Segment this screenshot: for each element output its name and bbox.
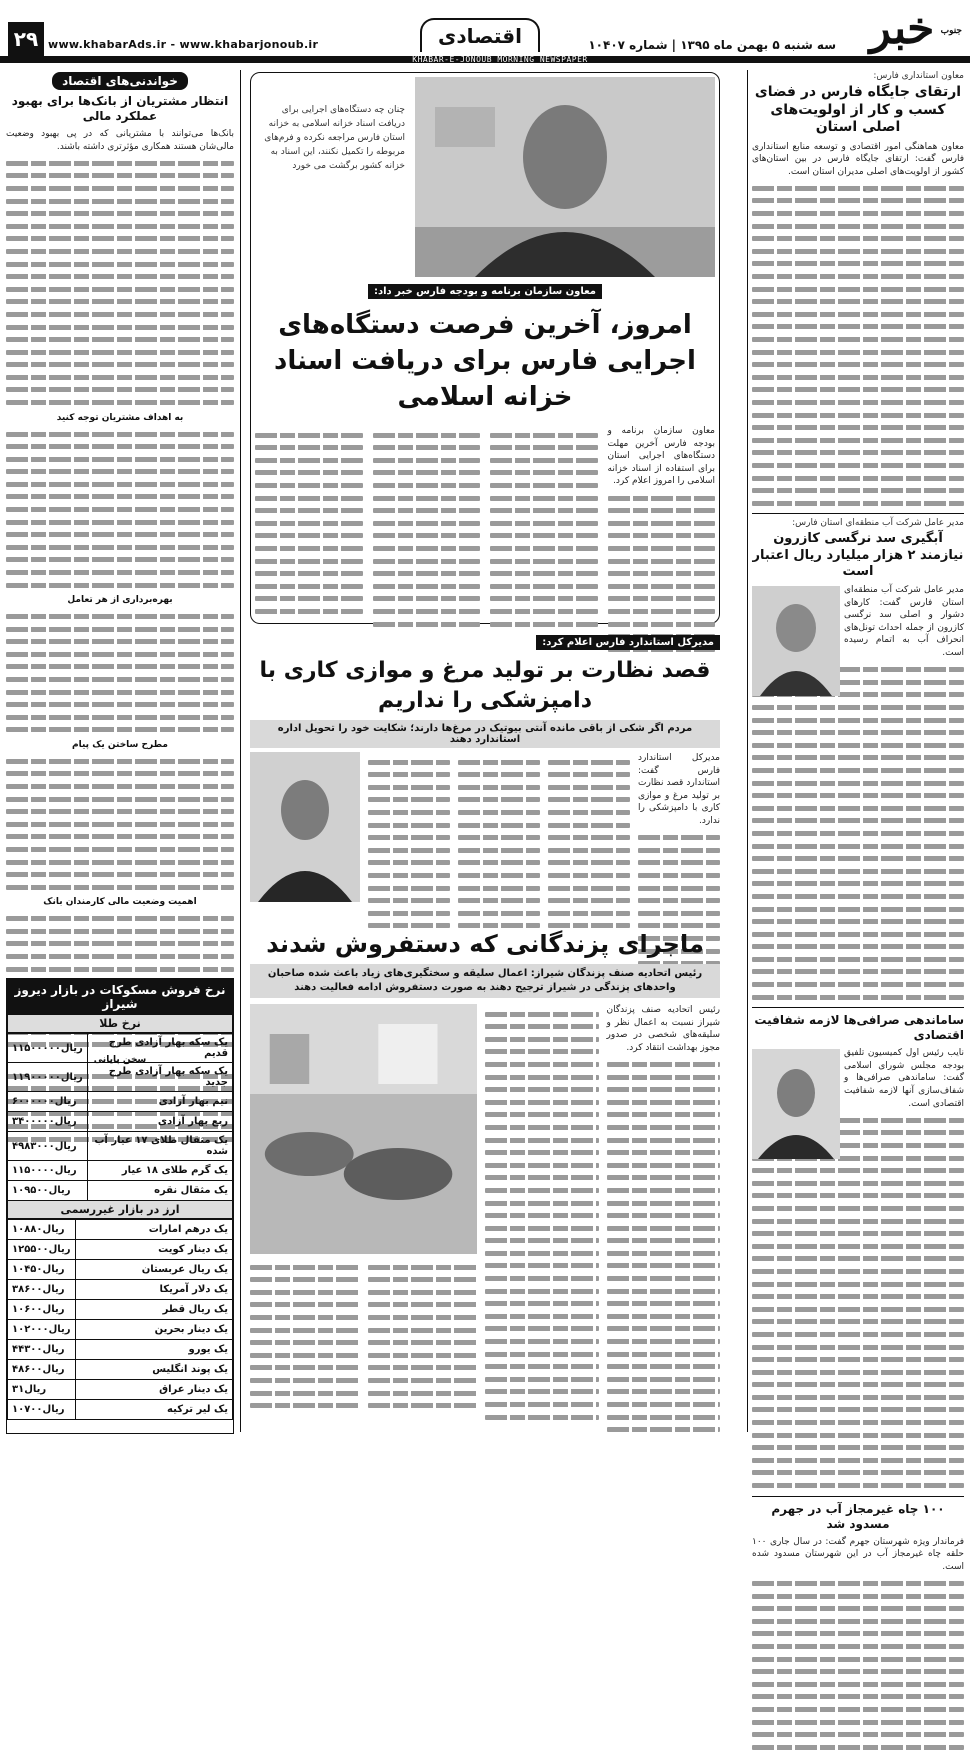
right-column xyxy=(752,70,964,1572)
price-item-name: یک مثقال نقره xyxy=(87,1181,232,1201)
table-row xyxy=(8,1220,233,1240)
price-item-name: یک دینار بحرین xyxy=(75,1320,232,1340)
story-body-text xyxy=(368,1257,478,1416)
photo-caption-text: چنان چه دستگاه‌های اجرایی برای دریافت اسناد خزانه اسلامی به خزانه استان فارس مراجعه نکرده و فرم‌های مربوطه را تکمیل نکنند، این اسناد به خزانه کشور برگشت می‌ خورد xyxy=(264,105,405,171)
story-headline: ساماندهی صرافی‌ها لازمه شفافیت اقتصادی xyxy=(754,1013,964,1043)
story-investment xyxy=(752,70,964,506)
standard-story xyxy=(250,630,720,922)
gold-section-title: نرخ طلا xyxy=(7,1015,233,1033)
text-column xyxy=(373,425,481,657)
table-row xyxy=(8,1400,233,1420)
price-item-name: یک گرم طلای ۱۸ عیار xyxy=(87,1161,232,1181)
section-title: اقتصادی xyxy=(420,18,540,52)
price-item-value: ۱۰۹۵۰۰ریال xyxy=(8,1181,88,1201)
story-body-text xyxy=(548,760,630,929)
story-body-text xyxy=(368,760,450,929)
frying-subhead: رئیس اتحادیه صنف پزندگان شیراز: اعمال سلیقه و سختگیری‌های زیاد باعث شده صاحبان واحدهای پزندگی در شیراز ترجیح دهند به صورت دستفروش ادامه فعالیت دهند xyxy=(250,964,720,998)
mp-portrait-icon xyxy=(752,1049,840,1159)
story-headline: ۱۰۰ چاه غیرمجاز آب در جهرم مسدود شد xyxy=(771,1501,945,1531)
deputy-portrait-icon xyxy=(415,77,715,277)
story-body-text xyxy=(752,1581,964,1750)
treasury-photo-area xyxy=(255,77,715,277)
table-row xyxy=(8,1240,233,1260)
table-row xyxy=(8,1360,233,1380)
website-url[interactable]: www.khabarAds.ir - www.khabarjonoub.ir xyxy=(48,38,319,51)
gold-price-table xyxy=(7,1033,233,1201)
fx-price-table xyxy=(7,1219,233,1420)
standard-headline: قصد نظارت بر تولید مرغ و موازی کاری با دامپزشکی را نداریم xyxy=(259,658,711,713)
price-item-value: ۳۱ریال xyxy=(8,1380,76,1400)
story-wells xyxy=(752,1496,964,1750)
price-item-name: یک پوند انگلیس xyxy=(75,1360,232,1380)
masthead xyxy=(0,0,970,62)
bank-subhead: سخن پایانی xyxy=(93,1054,147,1065)
price-item-value: ۱۰۸۸۰ریال xyxy=(8,1220,76,1240)
price-item-value: ۱۰۴۵۰ریال xyxy=(8,1260,76,1280)
text-column xyxy=(607,1004,721,1444)
frying-body xyxy=(250,1004,720,1444)
price-item-value: ۱۰۶۰۰ریال xyxy=(8,1300,76,1320)
price-item-value: ۴۹۸۳۰۰۰ریال xyxy=(8,1132,88,1161)
english-name: KHABAR-E-JONOUB MORNING NEWSPAPER xyxy=(412,55,588,64)
text-column xyxy=(490,425,598,657)
price-item-value: ۶۰۰۰۰۰۰ریال xyxy=(8,1092,88,1112)
kitchen-scene-icon xyxy=(250,1004,477,1254)
text-column xyxy=(255,425,363,657)
story-body-text xyxy=(607,1062,721,1432)
table-row xyxy=(8,1132,233,1161)
story-lead: رئیس اتحادیه صنف پزندگان شیراز نسبت به اعمال نظر و سلیقه‌های شخصی در صدور مجوز بهداشت انتقاد کرد. xyxy=(606,1005,720,1053)
story-lead: مدیر عامل شرکت آب منطقه‌ای استان فارس گفت: کارهای دشوار و اصلی سد نرگسی کازرون از جمله احداث تونل‌های انحراف آب به اتمام رسیده است. xyxy=(844,585,964,659)
story-headline: آبگیری سد نرگسی کازرون نیازمند ۲ هزار میلیارد ریال اعتبار است xyxy=(752,531,964,579)
story-body-text xyxy=(485,1012,599,1420)
frying-headline: ماجرای پزندگانی که دستفروش شدند xyxy=(266,930,704,958)
table-row xyxy=(8,1260,233,1280)
price-item-value: ۱۱۵۰۰۰۰ریال xyxy=(8,1161,88,1181)
price-item-name: نیم بهار آزادی xyxy=(87,1092,232,1112)
fx-section-title: ارز در بازار غیررسمی xyxy=(7,1201,233,1219)
table-row xyxy=(8,1181,233,1201)
story-body-text xyxy=(458,760,540,929)
story-kicker: معاون سازمان برنامه و بودجه فارس خبر داد: xyxy=(368,284,602,299)
story-kicker: مدیرکل استاندارد فارس اعلام کرد: xyxy=(536,635,720,650)
text-column xyxy=(485,1004,599,1444)
frying-story xyxy=(250,928,720,1434)
director-portrait-icon xyxy=(250,752,360,902)
bank-subhead: بهره‌برداری از هر تعامل xyxy=(67,595,173,606)
official-portrait-icon xyxy=(752,586,840,696)
price-item-name: یک مثقال طلای ۱۷ عیار آب شده xyxy=(87,1132,232,1161)
story-body-text xyxy=(250,1257,360,1416)
price-item-value: ۳۴۰۰۰۰۰ریال xyxy=(8,1112,88,1132)
price-item-name: یک دلار آمریکا xyxy=(75,1280,232,1300)
story-kicker: معاون استانداری فارس: xyxy=(873,71,964,81)
table-row xyxy=(8,1300,233,1320)
bank-headline: انتظار مشتریان از بانک‌ها برای بهبود عملکرد مالی xyxy=(11,94,229,123)
price-table-box xyxy=(6,978,234,1434)
story-headline: ارتقای جایگاه فارس در فضای کسب و کار از اولویت‌های اصلی استان xyxy=(754,84,962,135)
story-body-text xyxy=(255,433,363,614)
price-item-value: ۴۸۶۰۰ریال xyxy=(8,1360,76,1380)
bank-subhead: مطرح ساختن یک پیام xyxy=(72,740,168,750)
table-row xyxy=(8,1092,233,1112)
dateline: سه شنبه ۵ بهمن ماه ۱۳۹۵ | شماره ۱۰۴۰۷ xyxy=(588,38,836,52)
story-body-text xyxy=(6,759,234,890)
story-body-text xyxy=(752,186,964,506)
logo-subtitle: جنوب xyxy=(940,26,962,36)
price-item-name: یک سکه بهار آزادی طرح قدیم xyxy=(87,1034,232,1063)
story-body-text xyxy=(608,496,716,652)
standard-subhead: مردم اگر شکی از باقی مانده آنتی بیوتیک در مرغ‌ها دارند؛ شکایت خود را تحویل اداره استاندارد دهند xyxy=(250,720,720,748)
story-lead: فرماندار ویژه شهرستان جهرم گفت: در سال جاری ۱۰۰ حلقه چاه غیرمجاز آب در این شهرستان مسدود شده است. xyxy=(752,1536,964,1572)
table-row xyxy=(8,1280,233,1300)
standard-kicker-row xyxy=(250,630,720,650)
treasury-body xyxy=(255,425,715,657)
price-item-name: یک ریال عربستان xyxy=(75,1260,232,1280)
kitchen-photo xyxy=(250,1004,477,1254)
price-item-value: ۳۸۶۰۰ریال xyxy=(8,1280,76,1300)
story-body-text xyxy=(490,433,598,627)
director-photo xyxy=(250,752,360,902)
story-body-text xyxy=(752,1118,964,1488)
newspaper-logo xyxy=(842,4,962,56)
price-item-name: یک دینار عراق xyxy=(75,1380,232,1400)
price-item-value: ۱۱۹۰۰۰۰۰ریال xyxy=(8,1063,88,1092)
story-body-text xyxy=(6,614,234,732)
story-exchange xyxy=(752,1007,964,1488)
story-body-text xyxy=(6,432,234,588)
bank-subhead: اهمیت وضعیت مالی کارمندان بانک xyxy=(43,897,197,908)
story-body-text xyxy=(373,433,481,627)
table-row xyxy=(8,1034,233,1063)
table-row xyxy=(8,1112,233,1132)
story-body-text xyxy=(6,161,234,405)
story-lead: مدیرکل استاندارد فارس گفت: استاندارد قصد نظارت بر تولید مرغ و موازی کاری با دامپزشکی را ندارد. xyxy=(638,753,720,826)
logo-text: خبر xyxy=(869,3,935,54)
price-item-value: ۱۰۲۰۰۰ریال xyxy=(8,1320,76,1340)
column-rule xyxy=(747,70,748,1432)
price-item-name: یک ریال قطر xyxy=(75,1300,232,1320)
column-rule xyxy=(240,70,241,1432)
price-item-value: ۱۱۵۰۰۰۰۰ریال xyxy=(8,1034,88,1063)
treasury-headline: امروز، آخرین فرصت دستگاه‌های اجرایی فارس برای دریافت اسناد خزانه اسلامی xyxy=(274,310,696,412)
story-kicker: مدیر عامل شرکت آب منطقه‌ای استان فارس: xyxy=(792,518,964,529)
price-item-name: یک درهم امارات xyxy=(75,1220,232,1240)
price-item-name: یک دینار کویت xyxy=(75,1240,232,1260)
reading-box-title-row xyxy=(6,70,234,90)
treasury-kicker-row xyxy=(255,279,715,299)
table-row xyxy=(8,1380,233,1400)
treasury-story xyxy=(250,72,720,624)
price-item-value: ۴۴۳۰۰ریال xyxy=(8,1340,76,1360)
price-item-value: ۱۲۵۵۰۰ریال xyxy=(8,1240,76,1260)
table-row xyxy=(8,1320,233,1340)
photo-text-column xyxy=(250,1004,477,1444)
reading-box-title: خواندنی‌های اقتصاد xyxy=(52,72,188,90)
mp-photo xyxy=(752,1049,840,1159)
table-row xyxy=(8,1063,233,1092)
official-photo xyxy=(752,586,840,696)
story-lead: معاون هماهنگی امور اقتصادی و توسعه منابع استانداری فارس گفت: ارتقای جایگاه فارس در بین استان‌های کشور از اولویت‌های اصلی مدیران استان است. xyxy=(752,141,964,177)
story-lead: نایب رئیس اول کمیسیون تلفیق بودجه مجلس شورای اسلامی گفت: ساماندهی صرافی‌ها و شفاف‌سازی آنها لازمه شفافیت اقتصادی است. xyxy=(844,1048,964,1109)
story-lead: بانک‌ها می‌توانند با مشتریانی که در پی بهبود وضعیت مالی‌شان هستند همکاری مؤثرتری داشته باشند. xyxy=(6,129,234,152)
story-body-text xyxy=(752,667,964,999)
photo-caption xyxy=(255,103,405,173)
price-item-value: ۱۰۷۰۰ریال xyxy=(8,1400,76,1420)
deputy-photo xyxy=(415,77,715,277)
price-table-title: نرخ فروش مسکوکات در بازار دیروز شیراز xyxy=(7,979,233,1015)
price-item-name: یک یورو xyxy=(75,1340,232,1360)
story-dam xyxy=(752,513,964,999)
page-number: ۲۹ xyxy=(8,22,44,56)
story-lead: معاون سازمان برنامه و بودجه فارس آخرین مهلت دستگاه‌های اجرایی استان برای استفاده از اسناد خزانه اسلامی را امروز اعلام کرد. xyxy=(607,426,715,487)
text-column xyxy=(608,425,716,657)
table-row xyxy=(8,1161,233,1181)
table-row xyxy=(8,1340,233,1360)
bank-subhead: به اهداف مشتریان توجه کنید xyxy=(56,412,184,423)
price-item-name: یک سکه بهار آزادی طرح جدید xyxy=(87,1063,232,1092)
photo-text-under xyxy=(250,1254,477,1416)
price-item-name: ربع بهار آزادی xyxy=(87,1112,232,1132)
price-item-name: یک لیر ترکیه xyxy=(75,1400,232,1420)
